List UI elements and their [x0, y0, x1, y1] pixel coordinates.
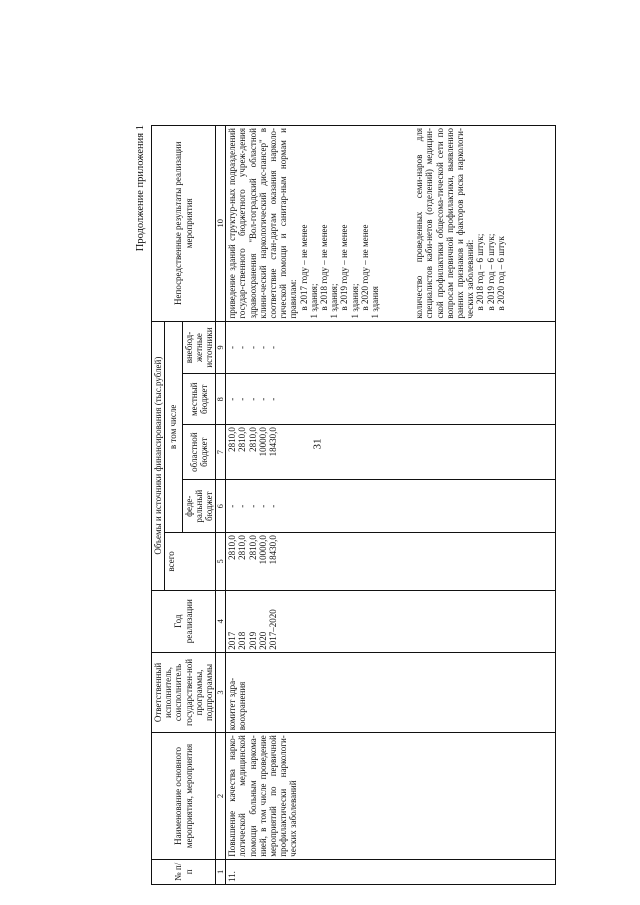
header-num: № п/п [152, 859, 216, 884]
result-line: 1 здания; [329, 283, 340, 319]
year: 2019 [247, 631, 258, 650]
offbudget-cell [226, 321, 556, 374]
continuation-caption: Продолжение приложения 1 [135, 125, 146, 252]
federal-value: - [257, 504, 268, 508]
result-line: в 2019 году – не менее [339, 224, 350, 311]
offbudget-value: - [227, 346, 238, 350]
rotated-page-content [135, 125, 640, 885]
local-value: - [257, 397, 268, 401]
row-number: 11. [226, 859, 556, 884]
local-cell [226, 374, 556, 425]
result-intro: количество проведенных семи-наров для специалистов каби-нетов (отделений) медицин-ской профилактики общесома-тической сети по вопросам первичной профилактики, выявлению ранних признаков и факторов риска наркологи-ческих заболеваний: [414, 128, 476, 319]
header-including: в том числе [165, 321, 182, 533]
offbudget-value: - [247, 346, 258, 350]
total-cell [226, 533, 556, 590]
results-cell [226, 126, 556, 322]
header-financing: Объемы и источники финансирования (тыс.рублей) [152, 321, 165, 590]
offbudget-value: - [268, 346, 279, 350]
result-line: 1 здания; [308, 283, 319, 319]
header-local: местный бюджет [182, 374, 216, 425]
local-value: - [247, 397, 258, 401]
regional-value: 18430,0 [268, 427, 279, 457]
year: 2017–2020 [268, 609, 279, 650]
header-results: Непосредственные результаты реализации мероприятия [152, 126, 216, 322]
col-number: 2 [216, 733, 226, 859]
col-number: 1 [216, 859, 226, 884]
result-line: в 2019 год – 6 штук; [485, 233, 496, 311]
federal-value: - [237, 504, 248, 508]
header-regional: областной бюджет [182, 425, 216, 480]
table-row [226, 126, 556, 885]
col-number: 10 [216, 126, 226, 322]
federal-cell [226, 480, 556, 533]
header-federal: феде-ральный бюджет [182, 480, 216, 533]
result-line: в 2017 году – не менее [298, 224, 309, 311]
offbudget-value: - [257, 346, 268, 350]
years-cell [226, 590, 556, 652]
result-line: в 2020 год – 6 штук [495, 236, 506, 311]
header-name: Наименование основного мероприятия, мероприятия [152, 733, 216, 859]
col-number: 5 [216, 533, 226, 590]
total-value: 2810,0 [227, 535, 238, 560]
result-line: 1 здания [370, 286, 381, 319]
header-total: всего [165, 533, 216, 590]
header-year: Год реализации [152, 590, 216, 652]
col-number: 7 [216, 425, 226, 480]
result-buildings [227, 128, 380, 319]
result-line: в 2018 году – не менее [319, 224, 330, 311]
regional-value: 10000,0 [257, 427, 268, 457]
header-offbudget: внебюд-жетные источники [182, 321, 216, 374]
header-executor: Ответственный исполнитель, соисполнитель государствен-ной программы, подпрограммы [152, 652, 216, 732]
federal-value: - [247, 504, 258, 508]
activity-name: Повышение качества нарко-логической медицинской помощи больным наркома-нией, в том числе проведение мероприятий по первичной профилактически наркологи-ческих заболеваний [226, 733, 556, 859]
local-value: - [268, 397, 279, 401]
year: 2018 [237, 631, 248, 650]
local-value: - [227, 397, 238, 401]
col-number: 9 [216, 321, 226, 374]
result-line: в 2018 год – 6 штук; [475, 233, 486, 311]
local-value: - [237, 397, 248, 401]
col-number: 4 [216, 590, 226, 652]
regional-value: 2810,0 [247, 427, 258, 452]
total-value: 2810,0 [237, 535, 248, 560]
col-number: 6 [216, 480, 226, 533]
offbudget-value: - [237, 346, 248, 350]
result-intro: приведение зданий структур-ных подразделений государ-ственного бюджетного учреж-дения здравоохранения "Вол-гоградский областной клини-ческий наркологический дис-пансер" в соответствие стан-дартам оказания нарколо-гической помощи и санитар-ным нормам и правилам: [227, 128, 299, 319]
year: 2017 [227, 631, 238, 650]
year: 2020 [257, 631, 268, 650]
page-number: 31 [311, 438, 324, 450]
executor: комитет здра-воохранения [226, 652, 556, 732]
regional-cell [226, 425, 556, 480]
result-line: в 2020 году – не менее [359, 224, 370, 311]
federal-value: - [268, 504, 279, 508]
result-line: 1 здания; [349, 283, 360, 319]
financing-table [151, 125, 556, 885]
column-number-row [216, 126, 226, 885]
federal-value: - [227, 504, 238, 508]
col-number: 8 [216, 374, 226, 425]
total-value: 18430,0 [268, 535, 279, 565]
regional-value: 2810,0 [227, 427, 238, 452]
total-value: 2810,0 [247, 535, 258, 560]
regional-value: 2810,0 [237, 427, 248, 452]
header-row-1 [152, 126, 165, 885]
result-seminars [414, 128, 506, 319]
col-number: 3 [216, 652, 226, 732]
total-value: 10000,0 [257, 535, 268, 565]
